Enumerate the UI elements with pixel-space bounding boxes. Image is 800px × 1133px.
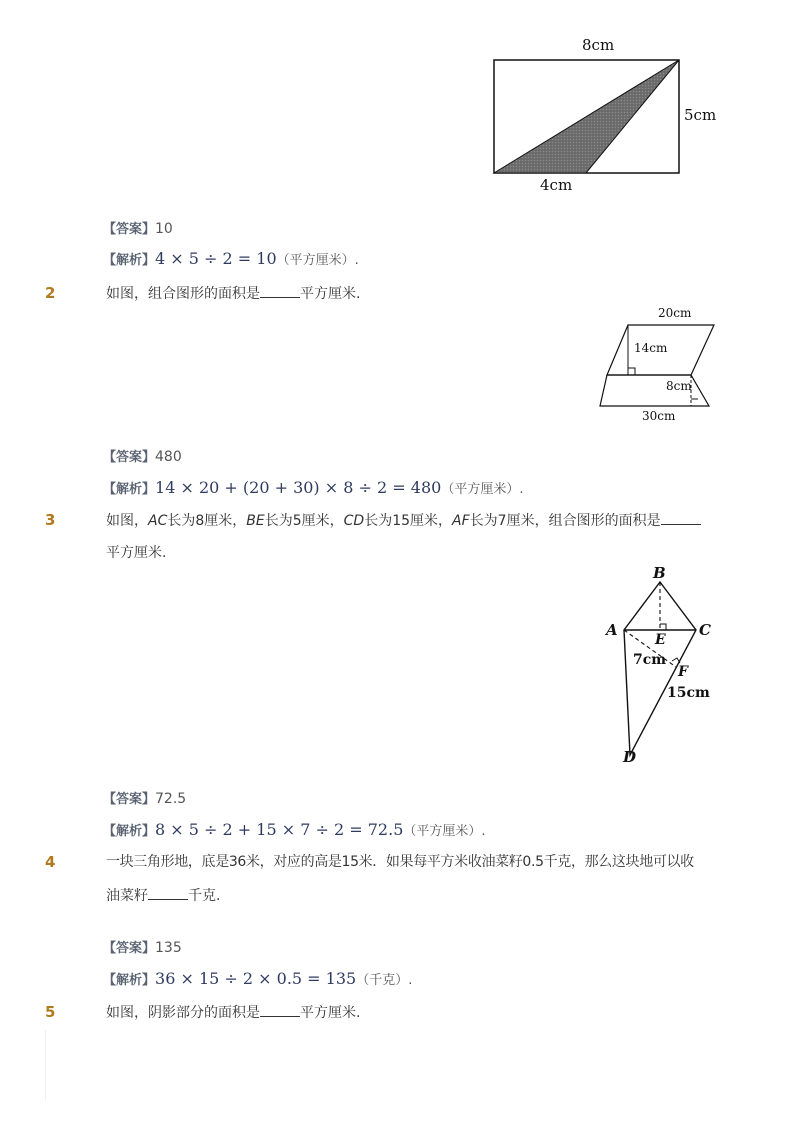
analysis-formula: 36 × 15 ÷ 2 × 0.5 = 135 (155, 969, 357, 988)
analysis-label: 【解析】 (103, 973, 156, 988)
point-label-e: E (655, 632, 666, 648)
answer-row (103, 937, 182, 956)
analysis-row (103, 820, 486, 839)
analysis-unit: （平方厘米）. (276, 253, 359, 268)
answer-row (103, 788, 186, 807)
answer-blank[interactable] (661, 510, 701, 525)
question-text-part: 长为8厘米， (167, 513, 247, 529)
point-label-b: B (653, 564, 666, 582)
question-text-line2: 平方厘米. (106, 545, 167, 561)
shaded-triangle (494, 60, 679, 173)
question-text: 一块三角形地，底是36米，对应的高是15米．如果每平方米收油菜籽0.5千克，那么这块地可以收 (106, 854, 694, 870)
answer-value: 10 (155, 221, 173, 237)
question-text-line2 (106, 885, 220, 906)
label-af-7cm: 7cm (633, 652, 667, 668)
answer-label: 【答案】 (103, 792, 156, 807)
analysis-unit: （平方厘米）. (441, 482, 524, 497)
variable-af: AF (452, 513, 470, 529)
question-text (106, 283, 360, 304)
question-text-part: 千克. (188, 888, 221, 904)
margin-divider (45, 1030, 46, 1100)
analysis-unit: （平方厘米）. (403, 824, 486, 839)
question-text-part: 长为5厘米， (264, 513, 344, 529)
question-text-part: 油菜籽 (106, 888, 148, 904)
analysis-row-prev (103, 249, 359, 268)
variable-cd: CD (343, 513, 365, 529)
figure-kite-abcd (595, 560, 735, 770)
question-text-part: 平方厘米. (300, 1005, 361, 1021)
point-label-d: D (623, 748, 637, 766)
question-number: 4 (45, 853, 56, 871)
question-text (106, 510, 701, 531)
analysis-label: 【解析】 (103, 824, 156, 839)
point-label-a: A (606, 621, 618, 639)
point-label-f: F (678, 664, 688, 680)
label-20cm: 20cm (658, 306, 692, 320)
answer-label: 【答案】 (103, 222, 156, 237)
answer-row (103, 446, 182, 465)
analysis-unit: （千克）. (356, 973, 413, 988)
label-bottom-4cm: 4cm (540, 176, 573, 194)
label-top-8cm: 8cm (582, 36, 615, 54)
label-14cm: 14cm (634, 341, 668, 355)
question-text-part: 如图，组合图形的面积是 (106, 286, 260, 302)
analysis-formula: 8 × 5 ÷ 2 + 15 × 7 ÷ 2 = 72.5 (155, 820, 404, 839)
label-right-5cm: 5cm (684, 106, 717, 124)
label-8cm: 8cm (666, 379, 692, 393)
answer-label: 【答案】 (103, 941, 156, 956)
variable-ac: AC (148, 513, 168, 529)
question-number: 3 (45, 511, 56, 529)
point-label-c: C (699, 621, 711, 639)
variable-be: BE (246, 513, 265, 529)
question-text (106, 1002, 360, 1023)
label-cd-15cm: 15cm (667, 685, 710, 701)
answer-value: 480 (155, 449, 182, 465)
analysis-label: 【解析】 (103, 253, 156, 268)
question-text-part: 长为15厘米， (364, 513, 453, 529)
analysis-formula: 14 × 20 + (20 + 30) × 8 ÷ 2 = 480 (155, 478, 442, 497)
question-text-part: 如图， (106, 513, 148, 529)
figure-composite-parallelogram-trapezoid (590, 300, 730, 430)
analysis-row (103, 969, 412, 988)
analysis-row (103, 478, 523, 497)
question-text-part: 平方厘米. (300, 286, 361, 302)
question-number: 5 (45, 1003, 56, 1021)
label-30cm: 30cm (642, 409, 676, 423)
answer-blank[interactable] (148, 885, 188, 900)
analysis-formula: 4 × 5 ÷ 2 = 10 (155, 249, 277, 268)
answer-label: 【答案】 (103, 450, 156, 465)
question-text-part: 长为7厘米，组合图形的面积是 (469, 513, 661, 529)
analysis-label: 【解析】 (103, 482, 156, 497)
question-number: 2 (45, 284, 56, 302)
answer-blank[interactable] (260, 1002, 300, 1017)
question-text-part: 如图，阴影部分的面积是 (106, 1005, 260, 1021)
figure-rectangle-shaded-triangle (470, 30, 730, 200)
answer-row-prev (103, 218, 173, 237)
answer-value: 72.5 (155, 791, 187, 807)
answer-blank[interactable] (260, 283, 300, 298)
answer-value: 135 (155, 940, 182, 956)
